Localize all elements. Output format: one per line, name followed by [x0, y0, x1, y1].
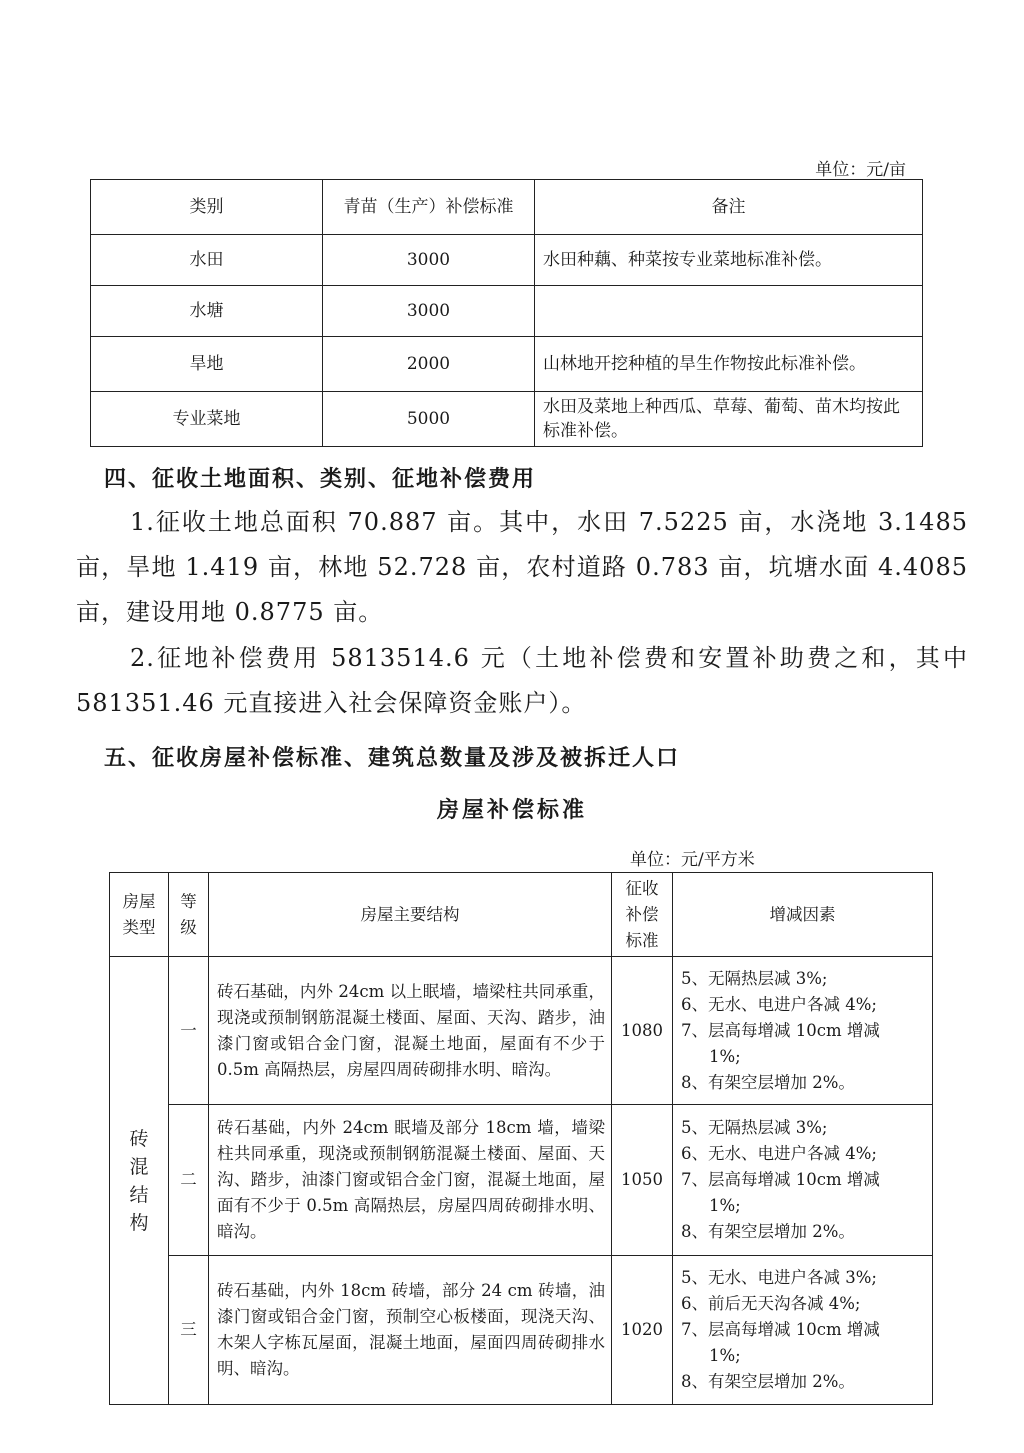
factor-line: 8、有架空层增加 2%。 — [681, 1222, 855, 1241]
unit-label-house: 单位：元/平方米 — [630, 850, 755, 870]
factor-line: 1%; — [709, 1046, 741, 1066]
row-standard: 3000 — [323, 286, 535, 337]
row-note: 山林地开挖种植的旱生作物按此标准补偿。 — [535, 337, 923, 392]
row-standard: 3000 — [323, 235, 535, 286]
factor-line: 6、无水、电进户各减 4%; — [681, 1144, 877, 1163]
header-structure: 房屋主要结构 — [209, 873, 612, 957]
table-row — [91, 337, 923, 392]
header-standard: 青苗（生产）补偿标准 — [323, 180, 535, 235]
header-note: 备注 — [535, 180, 923, 235]
row-standard: 2000 — [323, 337, 535, 392]
land-area-paragraph: 1.征收土地总面积 70.887 亩。其中，水田 7.5225 亩，水浇地 3.1485 亩，旱地 1.419 亩，林地 52.728 亩，农村道路 0.783 亩，坑塘水面 4.4085 亩，建设用地 0.8775 亩。 — [76, 508, 968, 626]
row-factors — [673, 1256, 933, 1405]
table-header-row — [110, 873, 933, 957]
factor-line: 6、无水、电进户各减 4%; — [681, 994, 877, 1014]
factor-line: 7、层高每增减 10cm 增减 — [681, 1320, 880, 1339]
row-type: 水田 — [91, 235, 323, 286]
table-row — [91, 235, 923, 286]
header-house-type: 房屋类型 — [110, 873, 169, 957]
row-grade: 二 — [169, 1105, 209, 1256]
row-structure: 砖石基础，内外 18cm 砖墙，部分 24 cm 砖墙，油漆门窗或铝合金门窗，预制空心板楼面，现浇天沟、木架人字栋瓦屋面，混凝土地面，屋面四周砖砌排水明、暗沟。 — [209, 1256, 612, 1405]
row-note: 水田种藕、种菜按专业菜地标准补偿。 — [535, 235, 923, 286]
row-type: 旱地 — [91, 337, 323, 392]
row-grade: 一 — [169, 957, 209, 1105]
row-grade: 三 — [169, 1256, 209, 1405]
row-type: 专业菜地 — [91, 392, 323, 447]
header-grade: 等级 — [169, 873, 209, 957]
table-row — [110, 1105, 933, 1256]
row-standard: 1080 — [612, 957, 673, 1105]
factor-line: 5、无水、电进户各减 3%; — [681, 1268, 877, 1287]
group-type-cell — [110, 957, 169, 1405]
group-type-label: 砖混结构 — [129, 1127, 149, 1234]
table-row — [91, 286, 923, 337]
row-note: 水田及菜地上种西瓜、草莓、葡萄、苗木均按此标准补偿。 — [535, 392, 923, 447]
table-header-row — [91, 180, 923, 235]
table-row — [110, 1256, 933, 1405]
factor-line: 8、有架空层增加 2%。 — [681, 1372, 855, 1391]
factor-line: 5、无隔热层减 3%; — [681, 968, 828, 988]
crop-compensation-table — [90, 179, 923, 447]
section-5-heading: 五、征收房屋补偿标准、建筑总数量及涉及被拆迁人口 — [104, 745, 681, 771]
row-factors — [673, 957, 933, 1105]
row-factors — [673, 1105, 933, 1256]
factor-line: 5、无隔热层减 3%; — [681, 1118, 828, 1137]
factor-line: 7、层高每增减 10cm 增减 — [681, 1020, 880, 1040]
house-compensation-table — [109, 872, 933, 1405]
section-4-heading: 四、征收土地面积、类别、征地补偿费用 — [104, 466, 537, 492]
header-type: 类别 — [91, 180, 323, 235]
factor-line: 8、有架空层增加 2%。 — [681, 1072, 855, 1092]
row-type: 水塘 — [91, 286, 323, 337]
row-standard: 1050 — [612, 1105, 673, 1256]
header-factors: 增减因素 — [673, 873, 933, 957]
row-standard: 5000 — [323, 392, 535, 447]
factor-line: 7、层高每增减 10cm 增减 — [681, 1170, 880, 1189]
row-note — [535, 286, 923, 337]
table-row — [110, 957, 933, 1105]
house-table-title: 房屋补偿标准 — [436, 797, 587, 823]
row-structure: 砖石基础，内外 24cm 眠墙及部分 18cm 墙，墙梁柱共同承重，现浇或预制钢筋混凝土楼面、屋面、天沟、踏步，油漆门窗或铝合金门窗，混凝土地面，屋面有不少于 0.5m 高隔热层，房屋四周砖砌排水明、暗沟。 — [209, 1105, 612, 1256]
row-structure: 砖石基础，内外 24cm 以上眠墙，墙梁柱共同承重，现浇或预制钢筋混凝土楼面、屋面、天沟、踏步，油漆门窗或铝合金门窗，混凝土地面，屋面有不少于 0.5m 高隔热层，房屋四周砖砌排水明、暗沟。 — [209, 957, 612, 1105]
factor-line: 1%; — [709, 1196, 741, 1215]
factor-line: 1%; — [709, 1346, 741, 1365]
unit-label-top: 单位：元/亩 — [815, 160, 906, 180]
compensation-fee-paragraph: 2.征地补偿费用 5813514.6 元（土地补偿费和安置补助费之和，其中 581351.46 元直接进入社会保障资金账户）。 — [76, 644, 968, 717]
header-standard: 征收补偿标准 — [612, 873, 673, 957]
row-standard: 1020 — [612, 1256, 673, 1405]
factor-line: 6、前后无天沟各减 4%; — [681, 1294, 861, 1313]
table-row — [91, 392, 923, 447]
